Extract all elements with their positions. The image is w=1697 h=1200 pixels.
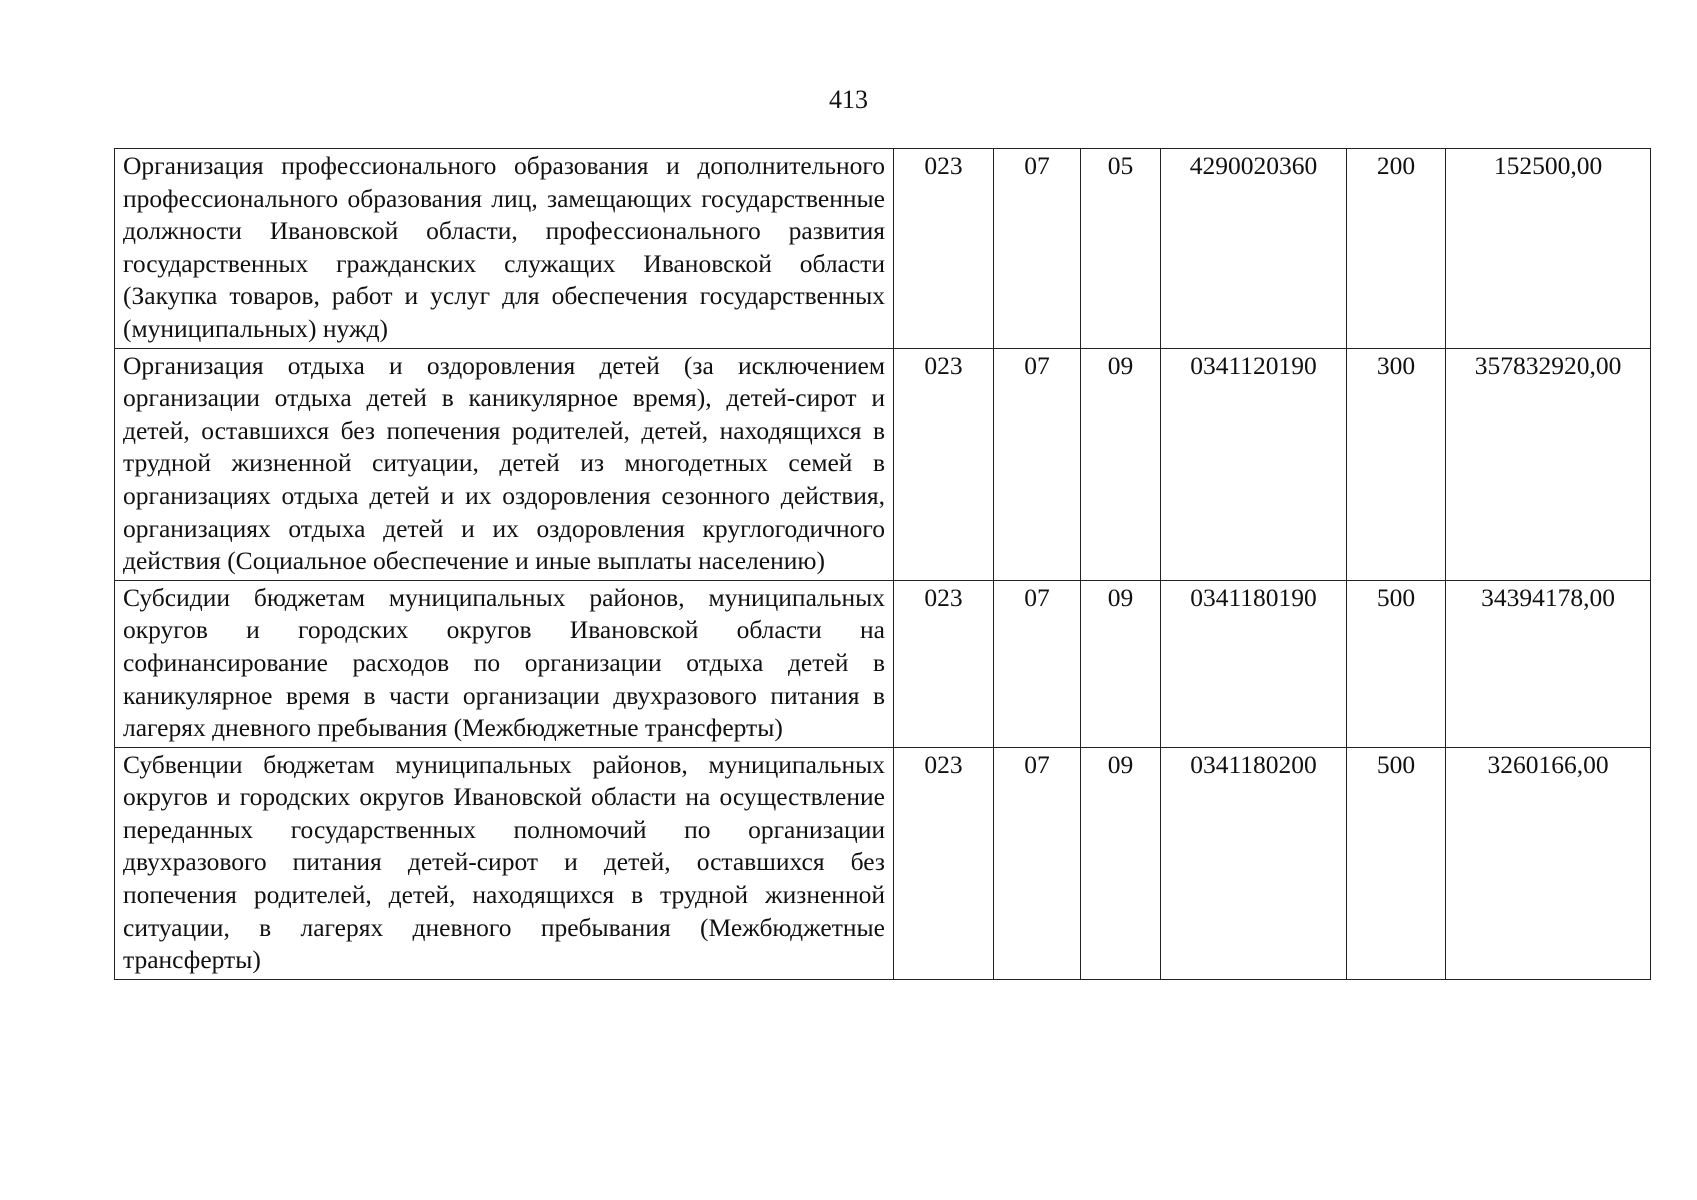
subsection-code: 09 <box>1081 747 1161 979</box>
table-row <box>115 149 1651 349</box>
table-row <box>115 580 1651 747</box>
page-number: 413 <box>829 85 868 114</box>
target-article-code: 0341180190 <box>1161 580 1347 747</box>
expense-type-code: 200 <box>1347 149 1446 349</box>
row-description: Организация профессионального образования и дополнительного профессионального образования лиц, замещающих государственные должности Ивановской области, профессионального развития государственных гражданских служащих Ивановской области (Закупка товаров, работ и услуг для обеспечения государственных (муниципальных) нужд) <box>115 149 894 349</box>
subsection-code: 09 <box>1081 580 1161 747</box>
amount-value: 3260166,00 <box>1446 747 1651 979</box>
expense-type-code: 500 <box>1347 580 1446 747</box>
row-description: Организация отдыха и оздоровления детей (за исключением организации отдыха детей в каникулярное время), детей-сирот и детей, оставшихся без попечения родителей, детей, находящихся в трудной жизненной ситуации, детей из многодетных семей в организациях отдыха детей и их оздоровления сезонного действия, организациях отдыха детей и их оздоровления круглогодичного действия (Социальное обеспечение и иные выплаты населению) <box>115 348 894 580</box>
section-code: 07 <box>994 149 1081 349</box>
amount-value: 152500,00 <box>1446 149 1651 349</box>
section-code: 07 <box>994 747 1081 979</box>
row-description: Субсидии бюджетам муниципальных районов, муниципальных округов и городских округов Ивановской области на софинансирование расходов по организации отдыха детей в каникулярное время в части организации двухразового питания в лагерях дневного пребывания (Межбюджетные трансферты) <box>115 580 894 747</box>
ministry-code: 023 <box>894 149 994 349</box>
table-row <box>115 747 1651 979</box>
target-article-code: 4290020360 <box>1161 149 1347 349</box>
ministry-code: 023 <box>894 580 994 747</box>
target-article-code: 0341120190 <box>1161 348 1347 580</box>
section-code: 07 <box>994 580 1081 747</box>
subsection-code: 05 <box>1081 149 1161 349</box>
budget-table <box>114 148 1651 980</box>
expense-type-code: 500 <box>1347 747 1446 979</box>
row-description: Субвенции бюджетам муниципальных районов, муниципальных округов и городских округов Ивановской области на осуществление переданных государственных полномочий по организации двухразового питания детей-сирот и детей, оставшихся без попечения родителей, детей, находящихся в трудной жизненной ситуации, в лагерях дневного пребывания (Межбюджетные трансферты) <box>115 747 894 979</box>
ministry-code: 023 <box>894 747 994 979</box>
subsection-code: 09 <box>1081 348 1161 580</box>
ministry-code: 023 <box>894 348 994 580</box>
amount-value: 357832920,00 <box>1446 348 1651 580</box>
target-article-code: 0341180200 <box>1161 747 1347 979</box>
expense-type-code: 300 <box>1347 348 1446 580</box>
section-code: 07 <box>994 348 1081 580</box>
table-row <box>115 348 1651 580</box>
amount-value: 34394178,00 <box>1446 580 1651 747</box>
